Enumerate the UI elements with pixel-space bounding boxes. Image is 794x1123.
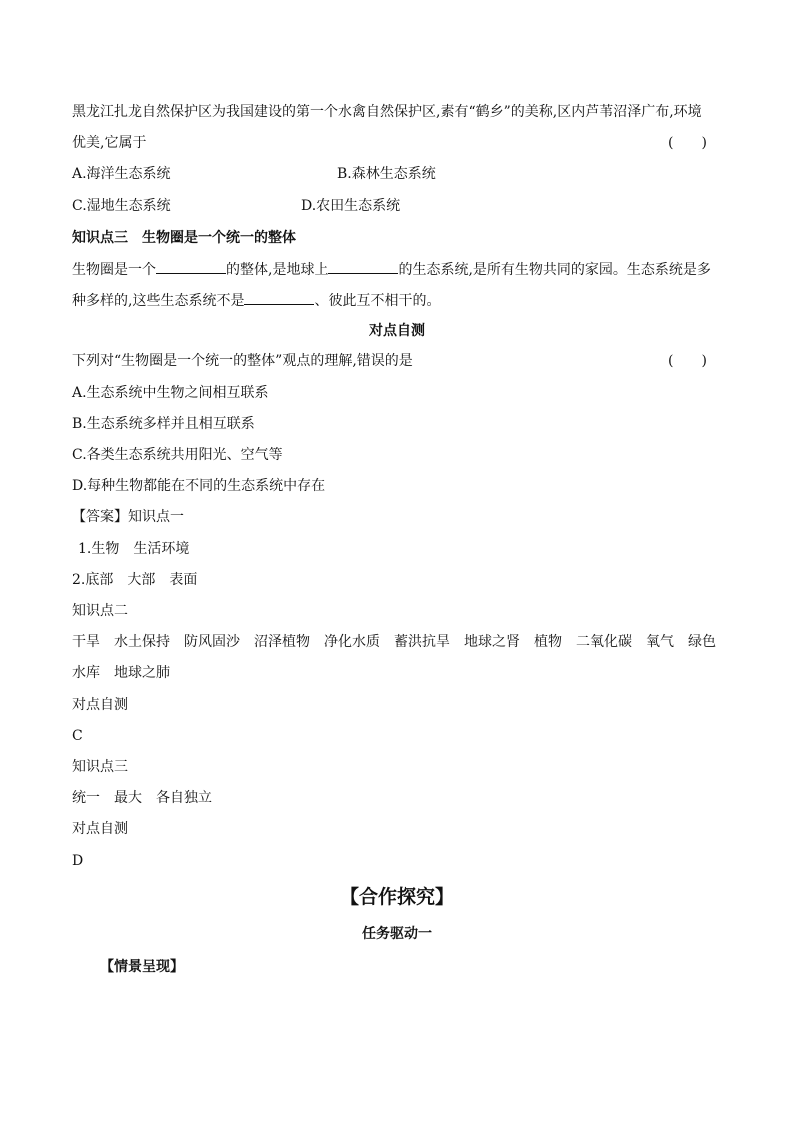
option-b: B.森林生态系统 <box>337 166 436 182</box>
kp2-answers-line2: 水库 地球之肺 <box>72 665 170 681</box>
kp2-label: 知识点二 <box>72 603 128 619</box>
fill-blank <box>156 259 226 274</box>
self-test-label: 对点自测 <box>72 697 128 713</box>
kp3-line1 <box>72 259 711 280</box>
kp3-text-2b: 、彼此互不相干的。 <box>314 293 441 309</box>
answer-2: 2.底部 大部 表面 <box>72 572 198 588</box>
kp3-text-1b: 的整体,是地球上 <box>226 262 329 278</box>
fill-blank <box>328 259 398 274</box>
answer-parentheses: ( ) <box>668 353 707 369</box>
self-test-question: 下列对“生物圈是一个统一的整体”观点的理解,错误的是 <box>72 353 413 369</box>
kp3-label: 知识点三 <box>72 759 128 775</box>
section-title: 【合作探究】 <box>339 886 454 908</box>
question1-line2: 优美,它属于 <box>72 135 147 151</box>
self-test-answer: C <box>72 728 83 744</box>
self-test-answer: D <box>72 853 84 869</box>
option-d: D.农田生态系统 <box>301 198 401 214</box>
answers-heading: 【答案】知识点一 <box>72 509 184 525</box>
kp3-text-1a: 生物圈是一个 <box>72 262 156 278</box>
option-a: A.海洋生态系统 <box>72 166 171 182</box>
self-test-label: 对点自测 <box>72 821 128 837</box>
kp3-text-2a: 种多样的,这些生态系统不是 <box>72 293 245 309</box>
kp2-answers-line1: 干旱 水土保持 防风固沙 沼泽植物 净化水质 蓄洪抗旱 地球之肾 植物 二氧化碳 氧气 绿色 <box>72 634 716 650</box>
kp3-answers: 统一 最大 各自独立 <box>72 790 212 806</box>
answer-1: 1.生物 生活环境 <box>78 541 190 557</box>
option-d: D.每种生物都能在不同的生态系统中存在 <box>72 478 326 494</box>
scene-heading: 【情景呈现】 <box>100 959 184 975</box>
self-test-heading: 对点自测 <box>369 323 425 339</box>
option-b: B.生态系统多样并且相互联系 <box>72 416 255 432</box>
option-a: A.生态系统中生物之间相互联系 <box>72 385 269 401</box>
kp3-text-1c: 的生态系统,是所有生物共同的家园。生态系统是多 <box>398 262 711 278</box>
task-heading: 任务驱动一 <box>362 926 432 942</box>
answer-parentheses: ( ) <box>668 135 707 151</box>
option-c: C.各类生态系统共用阳光、空气等 <box>72 447 283 463</box>
kp3-line2 <box>72 290 440 311</box>
option-c: C.湿地生态系统 <box>72 198 171 214</box>
question1-line1: 黑龙江扎龙自然保护区为我国建设的第一个水禽自然保护区,素有“鹤乡”的美称,区内芦苇沼泽广布,环境 <box>72 104 702 120</box>
fill-blank <box>244 290 314 305</box>
kp3-title: 知识点三 生物圈是一个统一的整体 <box>72 230 296 246</box>
